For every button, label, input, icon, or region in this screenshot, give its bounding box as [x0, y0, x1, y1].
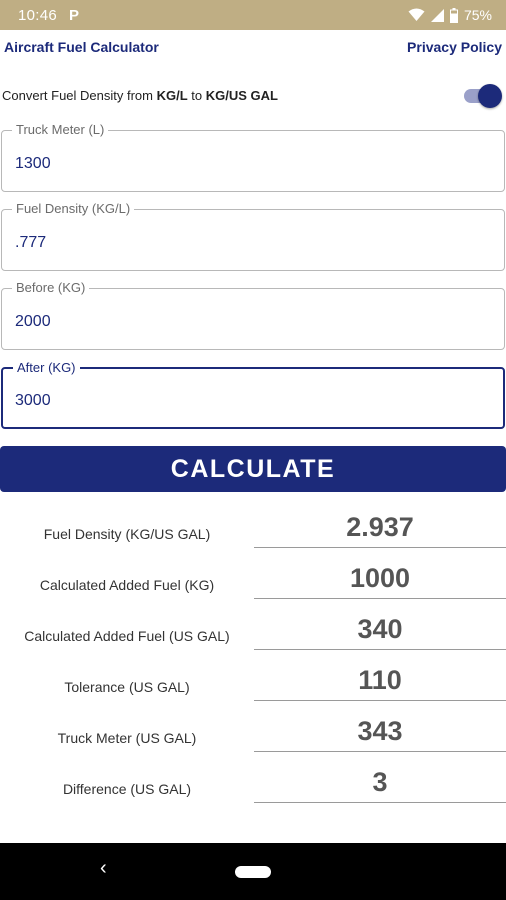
after-label: After (KG): [13, 360, 80, 375]
system-nav-bar: [0, 843, 506, 900]
before-field[interactable]: [1, 280, 505, 350]
truck-meter-field[interactable]: [1, 122, 505, 192]
back-icon[interactable]: ‹: [100, 857, 107, 879]
result-value: 110: [358, 665, 402, 695]
calculate-button[interactable]: CALCULATE: [0, 446, 506, 492]
density-conversion-row: [0, 80, 506, 110]
conversion-prefix: Convert Fuel Density from: [2, 87, 157, 103]
result-label: Calculated Added Fuel (KG): [39, 577, 215, 593]
truck-meter-input[interactable]: [15, 155, 485, 173]
fuel-density-input[interactable]: [15, 234, 485, 252]
result-label: Calculated Added Fuel (US GAL): [24, 628, 230, 644]
result-label: Truck Meter (US GAL): [57, 730, 197, 746]
wifi-icon: [408, 8, 425, 22]
result-row: [0, 559, 506, 610]
before-label: Before (KG): [12, 280, 89, 295]
result-label: Difference (US GAL): [62, 781, 192, 797]
after-field[interactable]: [1, 360, 505, 429]
status-icons: [408, 7, 492, 23]
result-underline: [254, 649, 506, 650]
home-pill-icon[interactable]: [235, 866, 271, 878]
result-value: 3: [372, 767, 388, 797]
status-time: 10:46: [18, 6, 58, 24]
signal-icon: [431, 9, 444, 22]
notification-icon: P: [69, 6, 80, 24]
result-underline: [254, 700, 506, 701]
conversion-toggle-switch[interactable]: [462, 82, 502, 108]
result-row: [0, 610, 506, 661]
result-label: Tolerance (US GAL): [64, 679, 190, 695]
battery-icon: [450, 8, 458, 23]
result-row: [0, 712, 506, 763]
conversion-label: [2, 88, 278, 103]
app-title: Aircraft Fuel Calculator: [4, 39, 159, 55]
before-input[interactable]: [15, 313, 485, 331]
conversion-middle: to: [187, 87, 206, 103]
result-row: [0, 661, 506, 712]
result-value: 343: [357, 716, 403, 746]
result-value: 1000: [349, 563, 411, 593]
fuel-density-field[interactable]: [1, 201, 505, 271]
result-value: 340: [357, 614, 403, 644]
result-underline: [254, 802, 506, 803]
conversion-to-unit: KG/US GAL: [205, 87, 278, 103]
result-underline: [254, 598, 506, 599]
battery-percent: 75%: [463, 7, 492, 23]
result-value: 2.937: [346, 512, 414, 542]
status-bar: [0, 0, 506, 30]
after-input[interactable]: [15, 392, 485, 410]
fuel-density-label: Fuel Density (KG/L): [12, 201, 134, 216]
result-underline: [254, 751, 506, 752]
result-label: Fuel Density (KG/US GAL): [43, 526, 211, 542]
conversion-from-unit: KG/L: [156, 87, 188, 103]
app-header: [0, 30, 506, 64]
result-underline: [254, 547, 506, 548]
result-row: [0, 763, 506, 814]
truck-meter-label: Truck Meter (L): [12, 122, 108, 137]
switch-thumb: [478, 84, 502, 108]
result-row: [0, 508, 506, 559]
results-list: [0, 508, 506, 814]
privacy-policy-link[interactable]: Privacy Policy: [407, 39, 502, 55]
